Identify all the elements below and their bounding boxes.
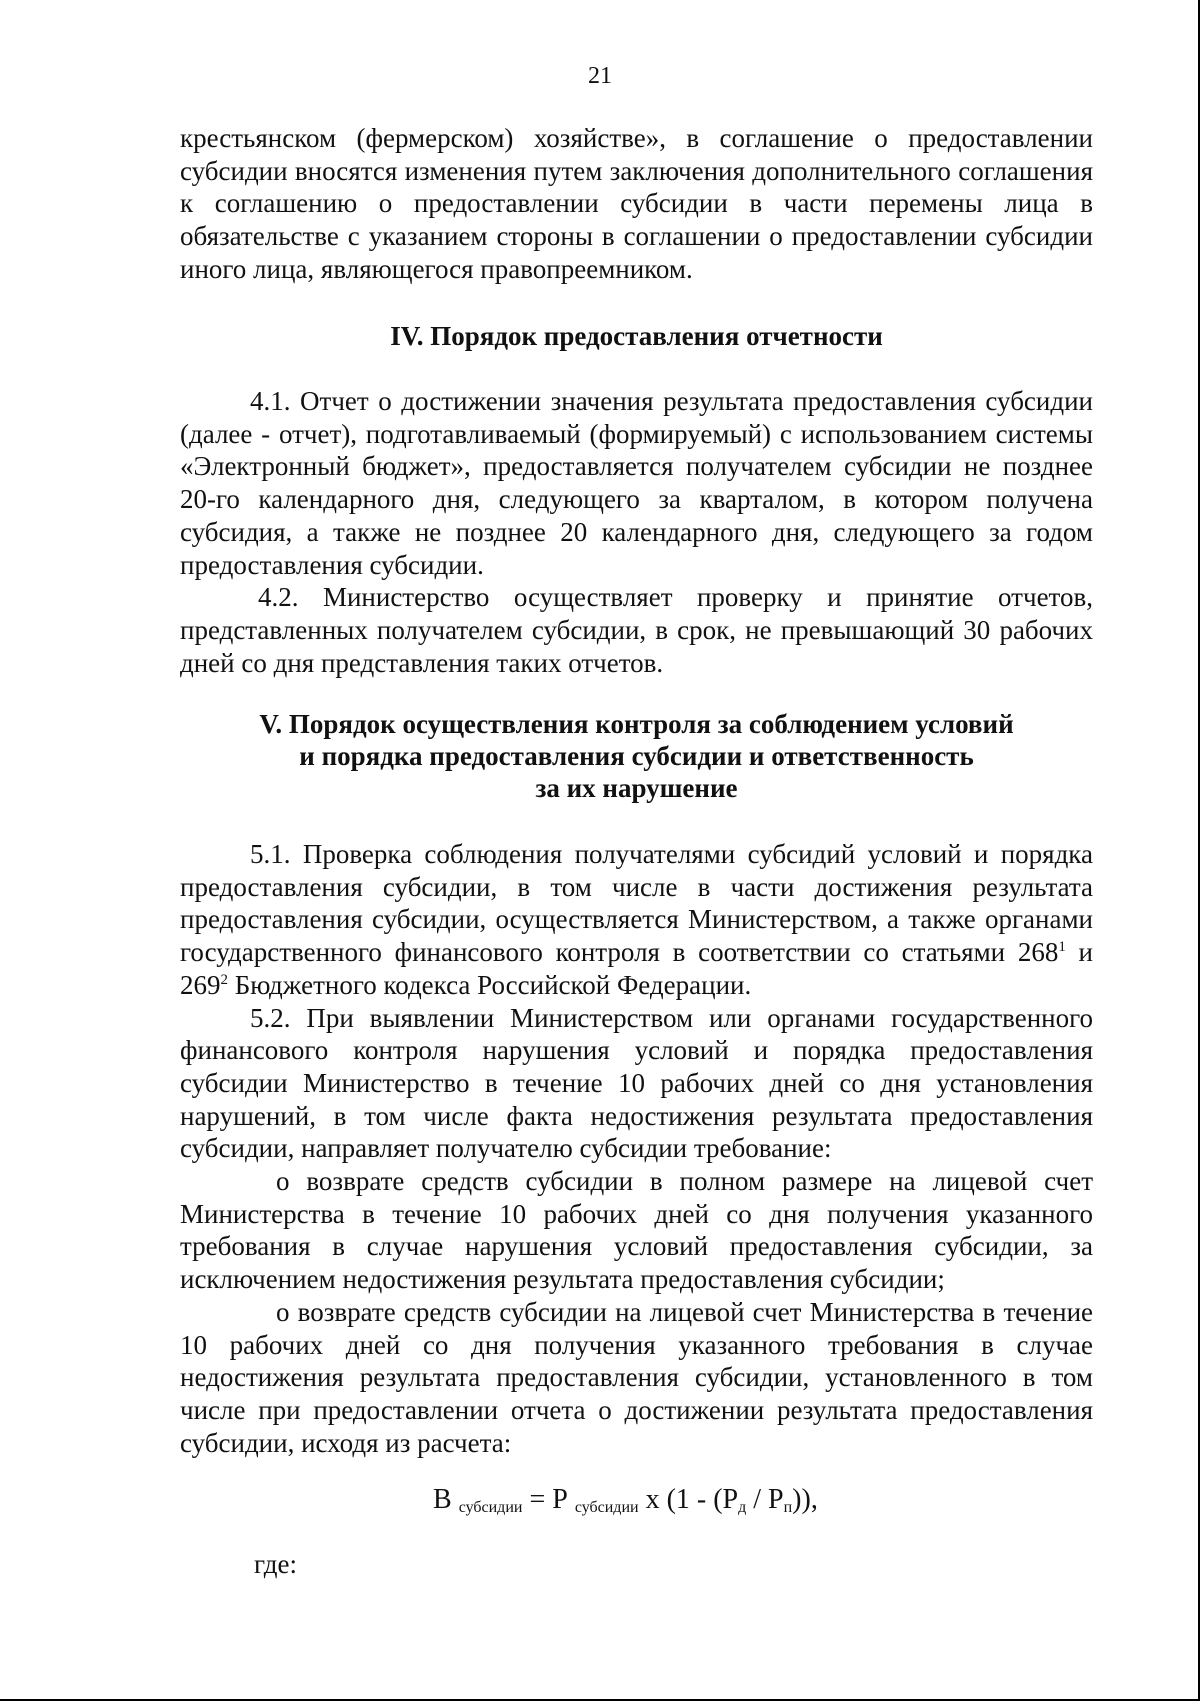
intro-paragraph: крестьянском (фермерском) хозяйстве», в соглашение о предоставлении субсидии вносятся изменения путем заключения дополнительного соглашения к соглашению о предоставлении субсидии в части перемены лица в обязательстве с указанием стороны в соглашении о предоставлении субсидии иного лица, являющегося правопреемником.: [180, 123, 1093, 284]
formula-slash: / Р: [746, 1484, 784, 1515]
subsidy-return-formula: [433, 1482, 818, 1526]
paragraph-5-2-item-b: о возврате средств субсидии на лицевой счет Министерства в течение 10 рабочих дней со дня получения указанного требования в случае недостижения результата предоставления субсидии, установленного в том числе при предоставлении отчета о достижении результата предоставления субсидии, исходя из расчета:: [180, 1296, 1093, 1458]
section-4-body: [180, 385, 1093, 679]
footnote-marker-2: 2: [220, 971, 228, 988]
where-label: где:: [254, 1549, 297, 1579]
formula-lhs-subscript: субсидии: [458, 1499, 523, 1516]
formula-end: )),: [792, 1484, 818, 1515]
section-5-heading-line-3: за их нарушение: [535, 773, 738, 803]
page-number: 21: [588, 63, 612, 89]
section-4-heading: IV. Порядок предоставления отчетности: [390, 321, 883, 351]
formula-subscript-p: п: [783, 1499, 793, 1516]
section-5-heading: [180, 708, 1093, 804]
paragraph-5-1: [180, 838, 1093, 1002]
section-5-body: [180, 838, 1093, 1459]
formula-middle: х (1 - (Р: [638, 1484, 739, 1515]
formula-equals: = Р: [522, 1484, 568, 1515]
footnote-marker-1: 1: [1058, 939, 1066, 956]
paragraph-4-2: 4.2. Министерство осуществляет проверку и принятие отчетов, представленных получателем субсидии, в срок, не превышающий 30 рабочих дней со дня представления таких отчетов.: [180, 582, 1093, 678]
paragraph-5-1-text-2: и 269: [180, 937, 1093, 1000]
paragraph-5-1-text: 5.1. Проверка соблюдения получателями субсидий условий и порядка предоставления субсидии, в том числе в части достижения результата предоставления субсидии, осуществляется Министерством, а также органами государственного финансового контроля в соответствии со статьями 268: [180, 839, 1093, 968]
paragraph-5-2: 5.2. При выявлении Министерством или органами государственного финансового контроля нарушения условий и порядка предоставления субсидии Министерство в течение 10 рабочих дней со дня установления нарушений, в том числе факта недостижения результата предоставления субсидии, направляет получателю субсидии требование:: [180, 1002, 1093, 1164]
paragraph-5-1-text-3: Бюджетного кодекса Российской Федерации.: [228, 969, 752, 1000]
intro-paragraph-block: [180, 122, 1093, 286]
formula-rhs-subscript: субсидии: [574, 1499, 639, 1516]
formula-subscript-d: д: [738, 1499, 747, 1516]
formula-lhs: В: [433, 1484, 452, 1515]
paragraph-4-1: 4.1. Отчет о достижении значения результата предоставления субсидии (далее - отчет), подготавливаемый (формируемый) с использованием системы «Электронный бюджет», предоставляется получателем субсидии не позднее 20-го календарного дня, следующего за кварталом, в котором получена субсидия, а также не позднее 20 календарного дня, следующего за годом предоставления субсидии.: [180, 386, 1093, 580]
section-5-heading-line-2: и порядка предоставления субсидии и ответственность: [299, 741, 974, 771]
paragraph-5-2-item-a: о возврате средств субсидии в полном размере на лицевой счет Министерства в течение 10 рабочих дней со дня получения указанного требования в случае нарушения условий предоставления субсидии, за исключением недостижения результата предоставления субсидии;: [180, 1166, 1093, 1295]
section-5-heading-line-1: V. Порядок осуществления контроля за соблюдением условий: [259, 709, 1014, 739]
